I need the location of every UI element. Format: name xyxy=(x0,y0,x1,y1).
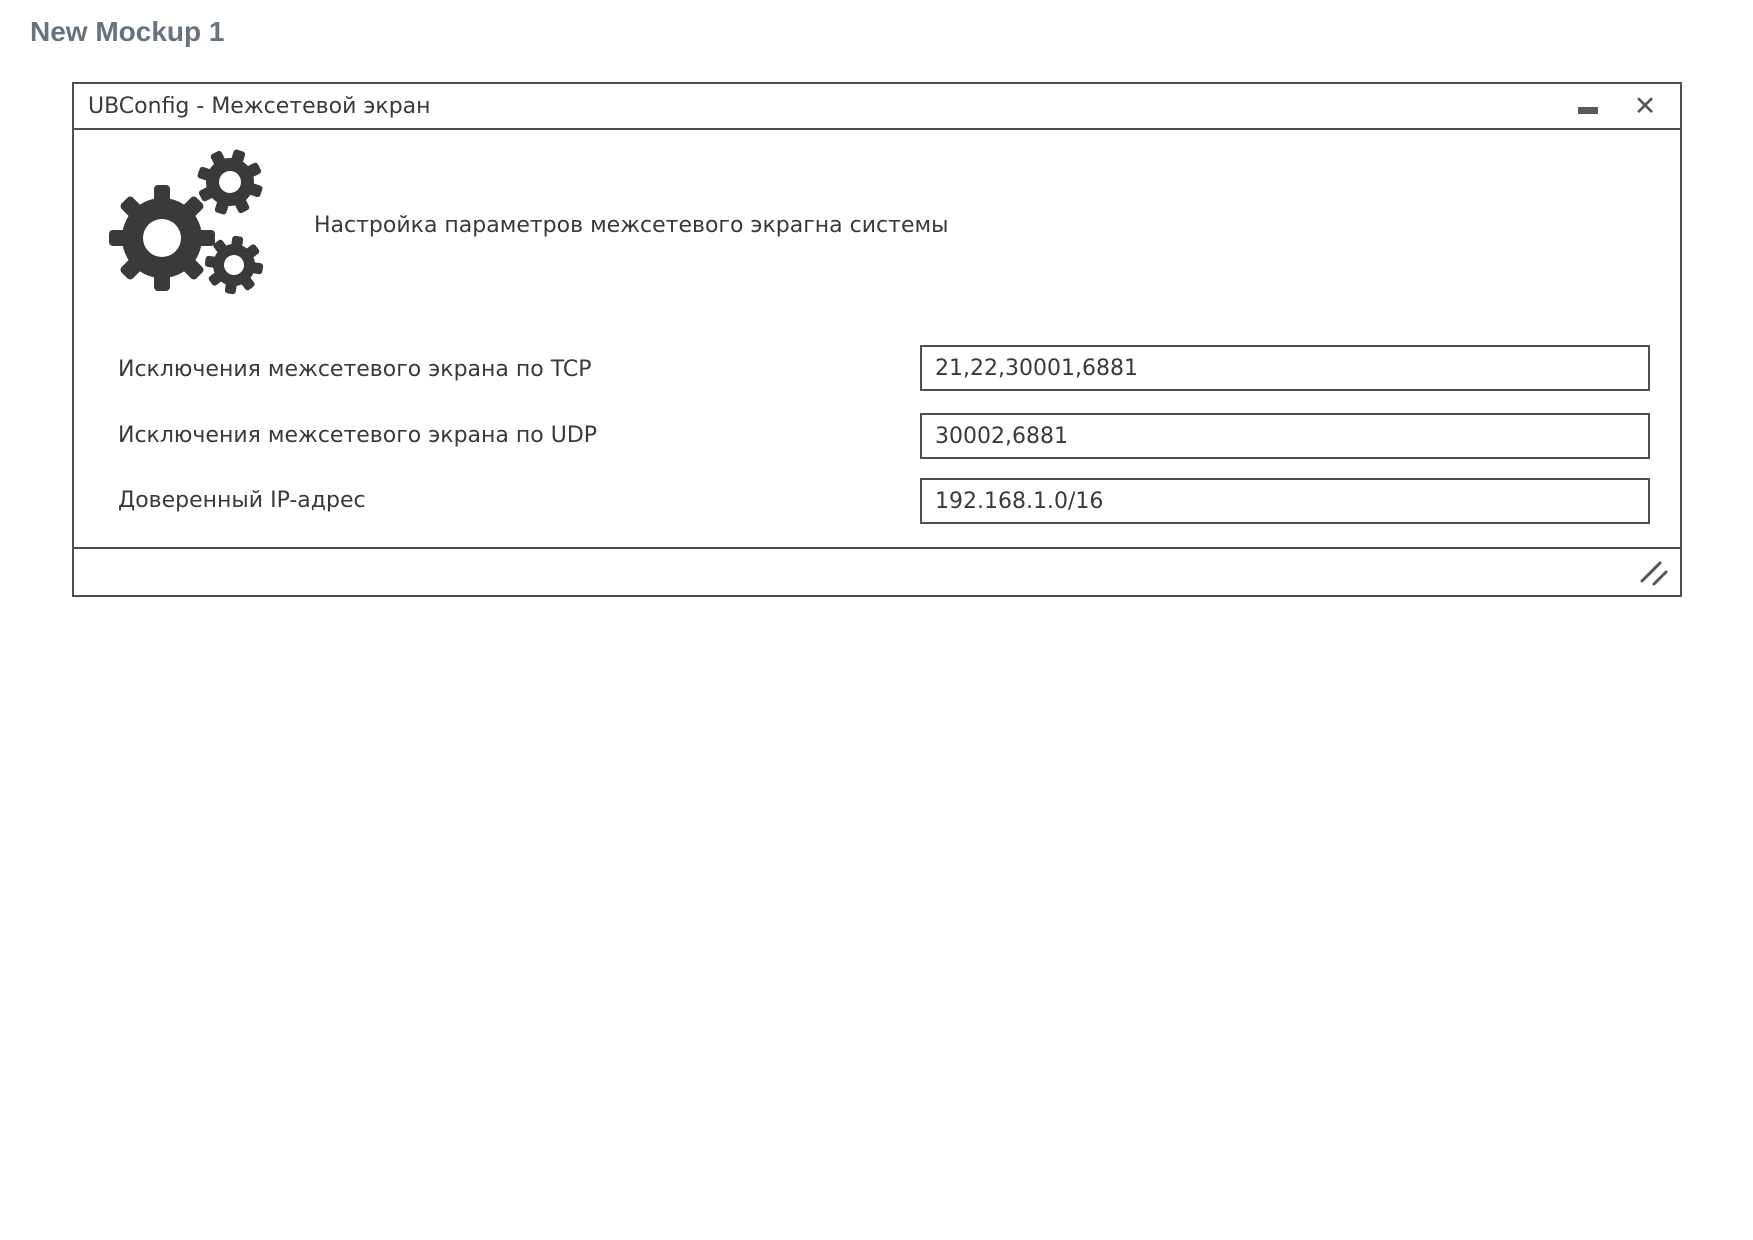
gears-icon xyxy=(108,144,268,299)
minimize-icon xyxy=(1578,107,1598,114)
close-button[interactable] xyxy=(1632,91,1658,121)
window-statusbar xyxy=(74,547,1680,595)
udp-exceptions-label: Исключения межсетевого экрана по UDP xyxy=(118,423,598,448)
window-titlebar[interactable] xyxy=(74,84,1680,130)
window-controls xyxy=(1576,91,1680,121)
close-icon: ✕ xyxy=(1633,90,1657,122)
resize-grip-icon[interactable] xyxy=(1638,559,1670,587)
tcp-exceptions-label: Исключения межсетевого экрана по TCP xyxy=(118,357,592,382)
ubconfig-window xyxy=(72,82,1682,597)
trusted-ip-input[interactable] xyxy=(920,478,1650,524)
trusted-ip-label: Доверенный IP-адрес xyxy=(118,488,366,513)
window-title: UBConfig - Межсетевой экран xyxy=(88,93,431,119)
page-title: New Mockup 1 xyxy=(30,16,225,47)
tcp-exceptions-input[interactable] xyxy=(920,345,1650,391)
minimize-button[interactable] xyxy=(1576,91,1600,121)
dialog-content xyxy=(74,130,1680,547)
udp-exceptions-input[interactable] xyxy=(920,413,1650,459)
dialog-description: Настройка параметров межсетевого экрагна системы xyxy=(314,213,949,238)
